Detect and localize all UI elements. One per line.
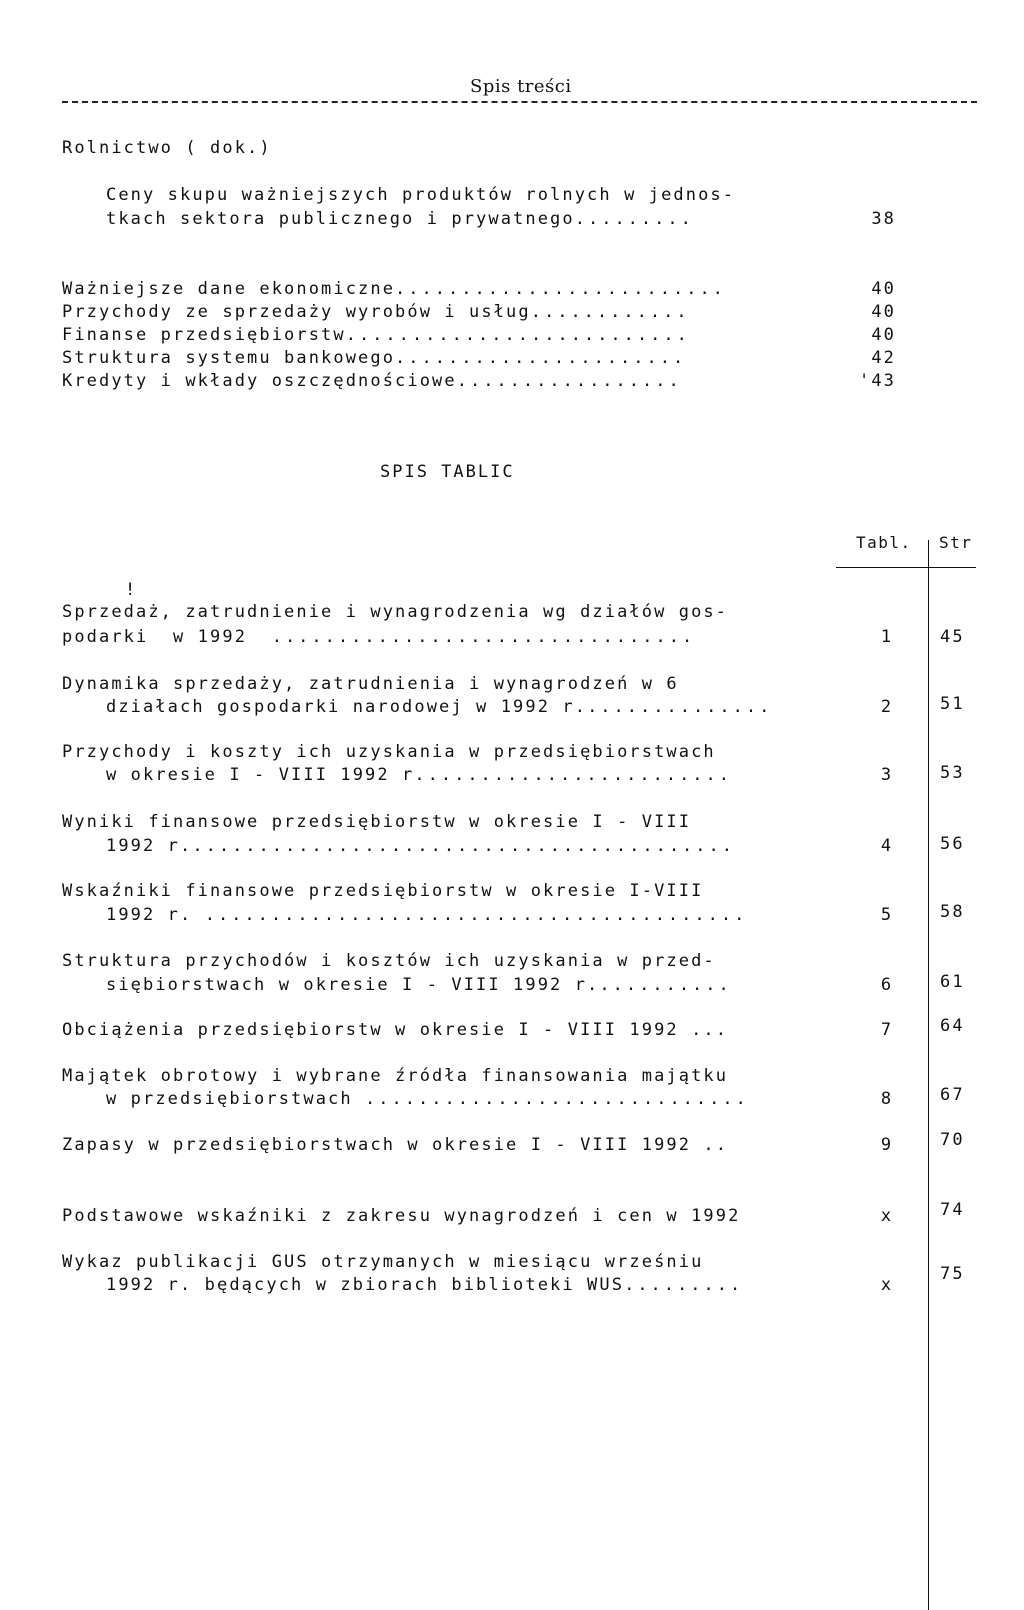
column-header-str: Str <box>939 533 973 552</box>
table-page: 64 <box>940 1016 965 1036</box>
toc-page-number: 42 <box>871 348 896 368</box>
table-page: 61 <box>940 972 965 992</box>
table-page: 70 <box>940 1130 965 1150</box>
table-number: x <box>880 1275 894 1295</box>
table-entry-line: siębiorstwach w okresie I - VIII 1992 r........... <box>106 975 732 995</box>
table-entry-line: Podstawowe wskaźniki z zakresu wynagrodzeń i cen w 1992 <box>62 1206 741 1226</box>
table-entry-line: 1992 r.......................................... <box>106 836 735 856</box>
column-header-tabl: Tabl. <box>856 533 912 552</box>
table-number: 7 <box>880 1020 894 1040</box>
table-page: 74 <box>940 1200 965 1220</box>
table-entry-line: Wskaźniki finansowe przedsiębiorstw w okresie I-VIII <box>62 881 704 901</box>
table-entry-line: Sprzedaż, zatrudnienie i wynagrodzenia wg działów gos- <box>62 602 729 622</box>
toc-entry-line: tkach sektora publicznego i prywatnego......... <box>106 209 694 229</box>
toc-entry-line: Ceny skupu ważniejszych produktów rolnych w jednos- <box>106 185 736 205</box>
table-entry-line: działach gospodarki narodowej w 1992 r............... <box>106 697 773 717</box>
table-number: 2 <box>880 697 894 717</box>
table-number: 3 <box>880 765 894 785</box>
margin-mark: ! <box>125 580 138 600</box>
table-number: 8 <box>880 1089 894 1109</box>
table-entry-line: w przedsiębiorstwach ............................. <box>106 1089 749 1109</box>
toc-page-number: 40 <box>871 302 896 322</box>
header-rule <box>836 567 976 568</box>
page-title: Spis treści <box>470 76 572 97</box>
table-page: 67 <box>940 1085 965 1105</box>
table-entry-line: Dynamika sprzedaży, zatrudnienia i wynagrodzeń w 6 <box>62 674 679 694</box>
table-page: 45 <box>940 627 965 647</box>
toc-entry-line: Przychody ze sprzedaży wyrobów i usług............ <box>62 302 690 322</box>
table-number: 9 <box>880 1135 894 1155</box>
toc-entry-line: Kredyty i wkłady oszczędnościowe................. <box>62 371 682 391</box>
table-number: 5 <box>880 905 894 925</box>
table-number: 6 <box>880 975 894 995</box>
table-page: 58 <box>940 902 965 922</box>
table-number: 1 <box>880 627 894 647</box>
table-entry-line: podarki w 1992 ................................ <box>62 627 696 647</box>
toc-page-number: 38 <box>871 209 896 229</box>
table-page: 53 <box>940 763 965 783</box>
table-entry-line: Majątek obrotowy i wybrane źródła finansowania majątku <box>62 1066 729 1086</box>
toc-page-number: 40 <box>871 279 896 299</box>
table-entry-line: Wykaz publikacji GUS otrzymanych w miesiącu wrześniu <box>62 1252 704 1272</box>
table-entry-line: Wyniki finansowe przedsiębiorstw w okresie I - VIII <box>62 812 692 832</box>
table-entry-line: Zapasy w przedsiębiorstwach w okresie I - VIII 1992 .. <box>62 1135 729 1155</box>
tables-heading: SPIS TABLIC <box>380 462 515 482</box>
toc-page-number: '43 <box>858 371 896 391</box>
table-page: 56 <box>940 834 965 854</box>
title-divider <box>62 101 977 103</box>
table-page: 75 <box>940 1264 965 1284</box>
toc-page-number: 40 <box>871 325 896 345</box>
table-entry-line: Obciążenia przedsiębiorstw w okresie I - VIII 1992 ... <box>62 1020 729 1040</box>
table-entry-line: Przychody i koszty ich uzyskania w przedsiębiorstwach <box>62 742 716 762</box>
table-entry-line: Struktura przychodów i kosztów ich uzyskania w przed- <box>62 951 716 971</box>
table-number: x <box>880 1206 894 1226</box>
toc-entry-line: Ważniejsze dane ekonomiczne......................... <box>62 279 726 299</box>
table-entry-line: 1992 r. będących w zbiorach biblioteki WUS......... <box>106 1275 744 1295</box>
column-divider <box>928 540 929 1610</box>
toc-section-heading: Rolnictwo ( dok.) <box>62 138 272 158</box>
table-entry-line: w okresie I - VIII 1992 r........................ <box>106 765 733 785</box>
toc-entry-line: Struktura systemu bankowego...................... <box>62 348 687 368</box>
table-entry-line: 1992 r. ......................................... <box>106 905 748 925</box>
table-number: 4 <box>880 836 894 856</box>
table-page: 51 <box>940 694 965 714</box>
toc-entry-line: Finanse przedsiębiorstw.......................... <box>62 325 690 345</box>
